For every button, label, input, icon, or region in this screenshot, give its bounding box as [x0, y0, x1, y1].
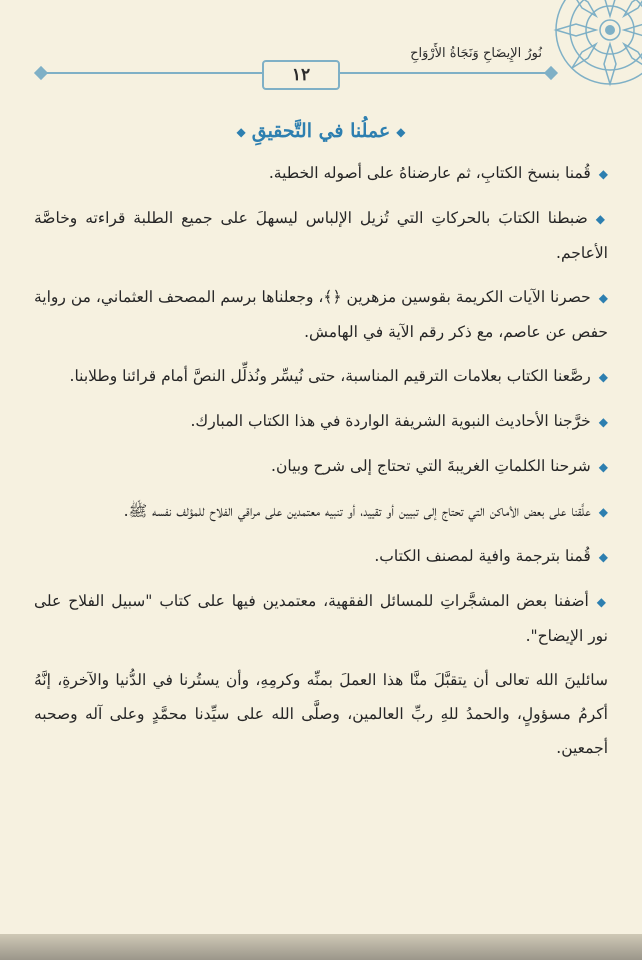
list-item-text: ضبطنا الكتابَ بالحركاتِ التي تُزيل الإلباس ليسهلَ على جميع الطلبة قراءته وخاصَّة الأعاجم.: [34, 209, 608, 262]
section-title-text: عملُنا في التَّحقيقِ: [251, 120, 391, 142]
diamond-bullet-icon: ◆: [598, 415, 608, 429]
list-item: [34, 584, 608, 653]
diamond-bullet-icon: ◆: [598, 550, 608, 564]
list-item-text: قُمنا بنسخ الكتابِ، ثم عارضناهُ على أصوله الخطية.: [268, 164, 591, 182]
diamond-bullet-icon: ◆: [598, 460, 608, 474]
running-title: نُورُ الإِيضَاحِ وَنَجَاةُ الأَرْوَاحِ: [410, 46, 542, 61]
list-item-text: علَّقنا على بعض الأماكن التي تحتاج إلى تبيين أو تقييد، أو تنبيه معتمدين على مراقي الفلاح للمؤلف نفسه ﷺ.: [123, 502, 591, 520]
diamond-bullet-icon: ◆: [598, 505, 608, 519]
list-item-text: خرَّجنا الأحاديث النبوية الشريفة الواردة في هذا الكتاب المبارك.: [190, 412, 591, 430]
list-item: [34, 201, 608, 270]
list-item: [34, 359, 608, 394]
diamond-icon: ◆: [396, 125, 406, 139]
diamond-bullet-icon: ◆: [598, 370, 608, 384]
list-item: [34, 494, 608, 529]
list-item-text: قُمنا بترجمة وافية لمصنف الكتاب.: [374, 547, 591, 565]
list-item-text: أضفنا بعض المشجَّراتِ للمسائل الفقهية، معتمدين فيها على كتاب "سبيل الفلاح على نور الإيضاح".: [34, 592, 608, 645]
page-bottom-edge: [0, 934, 642, 960]
list-item: [34, 449, 608, 484]
diamond-bullet-icon: ◆: [598, 167, 608, 181]
list-item-text: رصَّعنا الكتاب بعلامات الترقيم المناسبة، حتى نُيسِّر ونُذلِّل النصَّ أمام قرائنا وطلابنا.: [69, 367, 591, 385]
closing-paragraph: سائلينَ الله تعالى أن يتقبَّلَ منَّا هذا العملَ بمنِّه وكرمِهِ، وأن يستُرنا في الدُّنيا والآخرةِ، إنَّهُ أكرمُ مسؤولٍ، والحمدُ للهِ ربِّ العالمين، وصلَّى الله على سيِّدنا محمَّدٍ وعلى آله وصحبه أجمعين.: [34, 671, 608, 757]
mandala-ornament-icon: [550, 0, 642, 90]
diamond-bullet-icon: ◆: [595, 212, 608, 226]
list-item: [34, 404, 608, 439]
section-title: [0, 120, 642, 142]
diamond-bullet-icon: ◆: [598, 291, 608, 305]
list-item-text: حصرنا الآيات الكريمة بقوسين مزهرين ﴿﴾، وجعلناها برسم المصحف العثماني، من رواية حفص عن عاصم، مع ذكر رقم الآية في الهامش.: [34, 288, 608, 341]
list-item: [34, 280, 608, 349]
list-item: [34, 539, 608, 574]
list-item-text: شرحنا الكلماتِ الغريبةَ التي تحتاج إلى شرح وبيان.: [271, 457, 591, 475]
diamond-icon: ◆: [236, 125, 246, 139]
list-item: [34, 156, 608, 191]
page-number: ١٢: [262, 60, 340, 90]
rule-end-left: [34, 66, 48, 80]
page-body: [34, 156, 608, 765]
diamond-bullet-icon: ◆: [596, 595, 608, 609]
